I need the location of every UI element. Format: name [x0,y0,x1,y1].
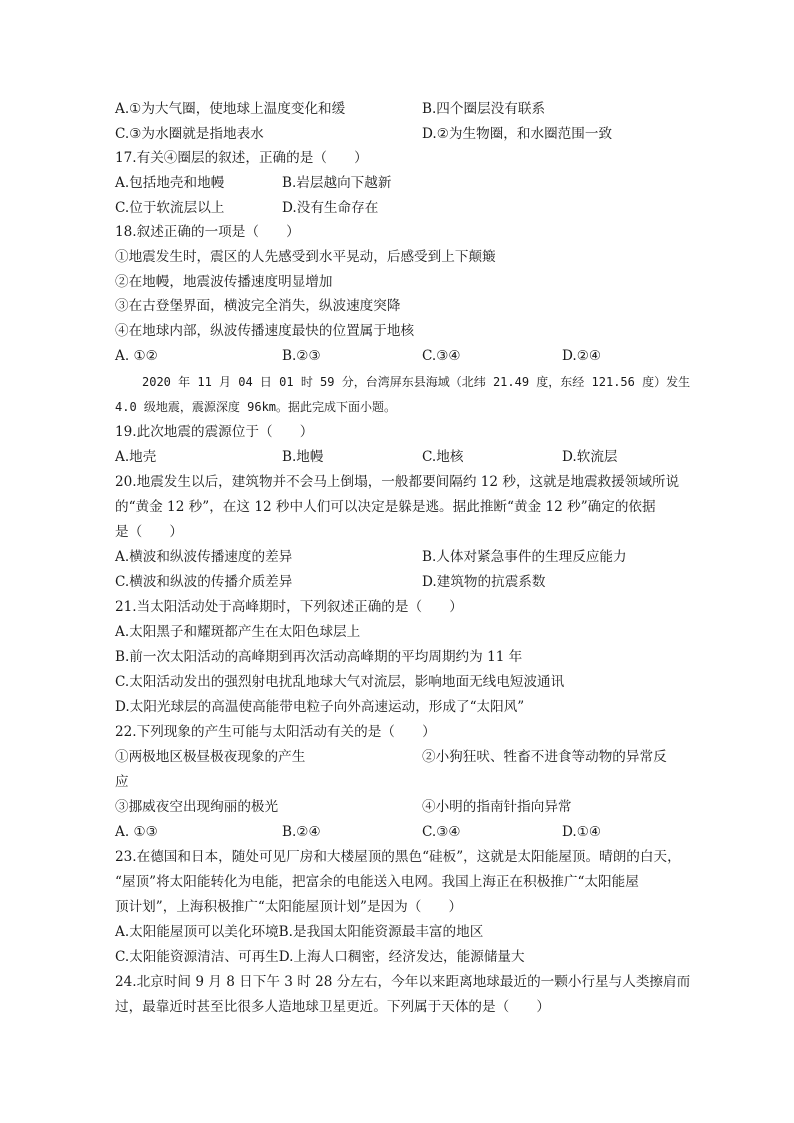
q22-option-d: D.①④ [562,824,602,840]
q18-option-d: D.②④ [562,348,602,364]
passage-line-1: 2020 年 11 月 04 日 01 时 59 分，台湾屏东县海域（北纬 21.49 度，东经 121.56 度）发生 [142,375,691,389]
q22-stem: 22.下列现象的产生可能与太阳活动有关的是（ ） [115,724,436,740]
q18-stem: 18.叙述正确的一项是（ ） [115,224,300,240]
q21-option-d: D.太阳光球层的高温使高能带电粒子向外高速运动，形成了“太阳风” [115,699,525,715]
q20-stem-line-2: 的“黄金 12 秒”，在这 12 秒中人们可以决定是躲是逃。据此推断“黄金 12 秒”确定的依据 [115,499,656,515]
q22-statement-1: ①两极地区极昼极夜现象的产生 [115,749,306,765]
q24-stem-line-1: 24.北京时间 9 月 8 日下午 3 时 28 分左右，今年以来距离地球最近的一颗小行星与人类擦肩而 [115,974,691,990]
q19-option-c: C.地核 [422,449,464,465]
q20-option-a: A.横波和纵波传播速度的差异 [115,549,293,565]
passage-line-2: 4.0 级地震，震源深度 96km。据此完成下面小题。 [115,400,397,414]
q23-stem-line-3: 顶计划”，上海积极推广“太阳能屋顶计划”是因为（ ） [115,899,463,915]
q20-stem-line-1: 20.地震发生以后，建筑物并不会马上倒塌，一般都要间隔约 12 秒，这就是地震救援领域所说 [115,474,680,490]
q23-options-cd: C.太阳能资源清洁、可再生D.上海人口稠密，经济发达，能源储量大 [115,949,525,965]
q17-option-b: B.岩层越向下越新 [282,175,392,191]
q22-statement-3: ③挪威夜空出现绚丽的极光 [115,799,279,815]
q20-option-d: D.建筑物的抗震系数 [422,574,546,590]
q21-option-a: A.太阳黑子和耀斑都产生在太阳色球层上 [115,624,361,640]
q24-stem-line-2: 过，最靠近时甚至比很多人造地球卫星更近。下列属于天体的是（ ） [115,999,550,1015]
q21-option-c: C.太阳活动发出的强烈射电扰乱地球大气对流层，影响地面无线电短波通讯 [115,674,565,690]
q18-option-a: A. ①② [115,348,158,364]
q16-option-a: A.①为大气圈，使地球上温度变化和缓 [115,101,346,117]
q23-options-ab: A.太阳能屋顶可以美化环境B.是我国太阳能资源最丰富的地区 [115,924,484,940]
q18-statement-1: ①地震发生时，震区的人先感受到水平晃动，后感受到上下颠簸 [115,249,496,265]
q16-option-c: C.③为水圈就是指地表水 [115,126,264,142]
q18-statement-2: ②在地幔，地震波传播速度明显增加 [115,274,333,290]
q21-option-b: B.前一次太阳活动的高峰期到再次活动高峰期的平均周期约为 11 年 [115,649,523,665]
q17-stem: 17.有关④圈层的叙述，正确的是（ ） [115,150,368,166]
q16-option-b: B.四个圈层没有联系 [422,101,546,117]
q20-option-b: B.人体对紧急事件的生理反应能力 [422,549,627,565]
q16-option-d: D.②为生物圈，和水圈范围一致 [422,126,613,142]
q22-statement-2-cont: 应 [115,774,129,790]
q22-option-a: A. ①③ [115,824,158,840]
q17-option-d: D.没有生命存在 [282,200,379,216]
q18-option-c: C.③④ [422,348,461,364]
q20-option-c: C.横波和纵波的传播介质差异 [115,574,293,590]
q18-statement-3: ③在古登堡界面，横波完全消失，纵波速度突降 [115,298,401,314]
q22-statement-4: ④小明的指南针指向异常 [422,799,572,815]
q21-stem: 21.当太阳活动处于高峰期时，下列叙述正确的是（ ） [115,599,463,615]
q23-stem-line-1: 23.在德国和日本，随处可见厂房和大楼屋顶的黑色“硅板”，这就是太阳能屋顶。晴朗的白天， [115,849,681,865]
q17-option-a: A.包括地壳和地幔 [115,175,225,191]
q19-option-a: A.地壳 [115,449,157,465]
q18-option-b: B.②③ [282,348,321,364]
q22-option-b: B.②④ [282,824,321,840]
q23-stem-line-2: “屋顶”将太阳能转化为电能，把富余的电能送入电网。我国上海正在积极推广“太阳能屋 [115,874,639,890]
q18-statement-4: ④在地球内部，纵波传播速度最快的位置属于地核 [115,323,415,339]
q17-option-c: C.位于软流层以上 [115,200,225,216]
q20-stem-line-3: 是（ ） [115,524,183,540]
q19-option-d: D.软流层 [562,449,618,465]
q22-option-c: C.③④ [422,824,461,840]
q19-stem: 19.此次地震的震源位于（ ） [115,424,314,440]
q19-option-b: B.地幔 [282,449,324,465]
q22-statement-2: ②小狗狂吠、牲畜不进食等动物的异常反 [422,749,667,765]
